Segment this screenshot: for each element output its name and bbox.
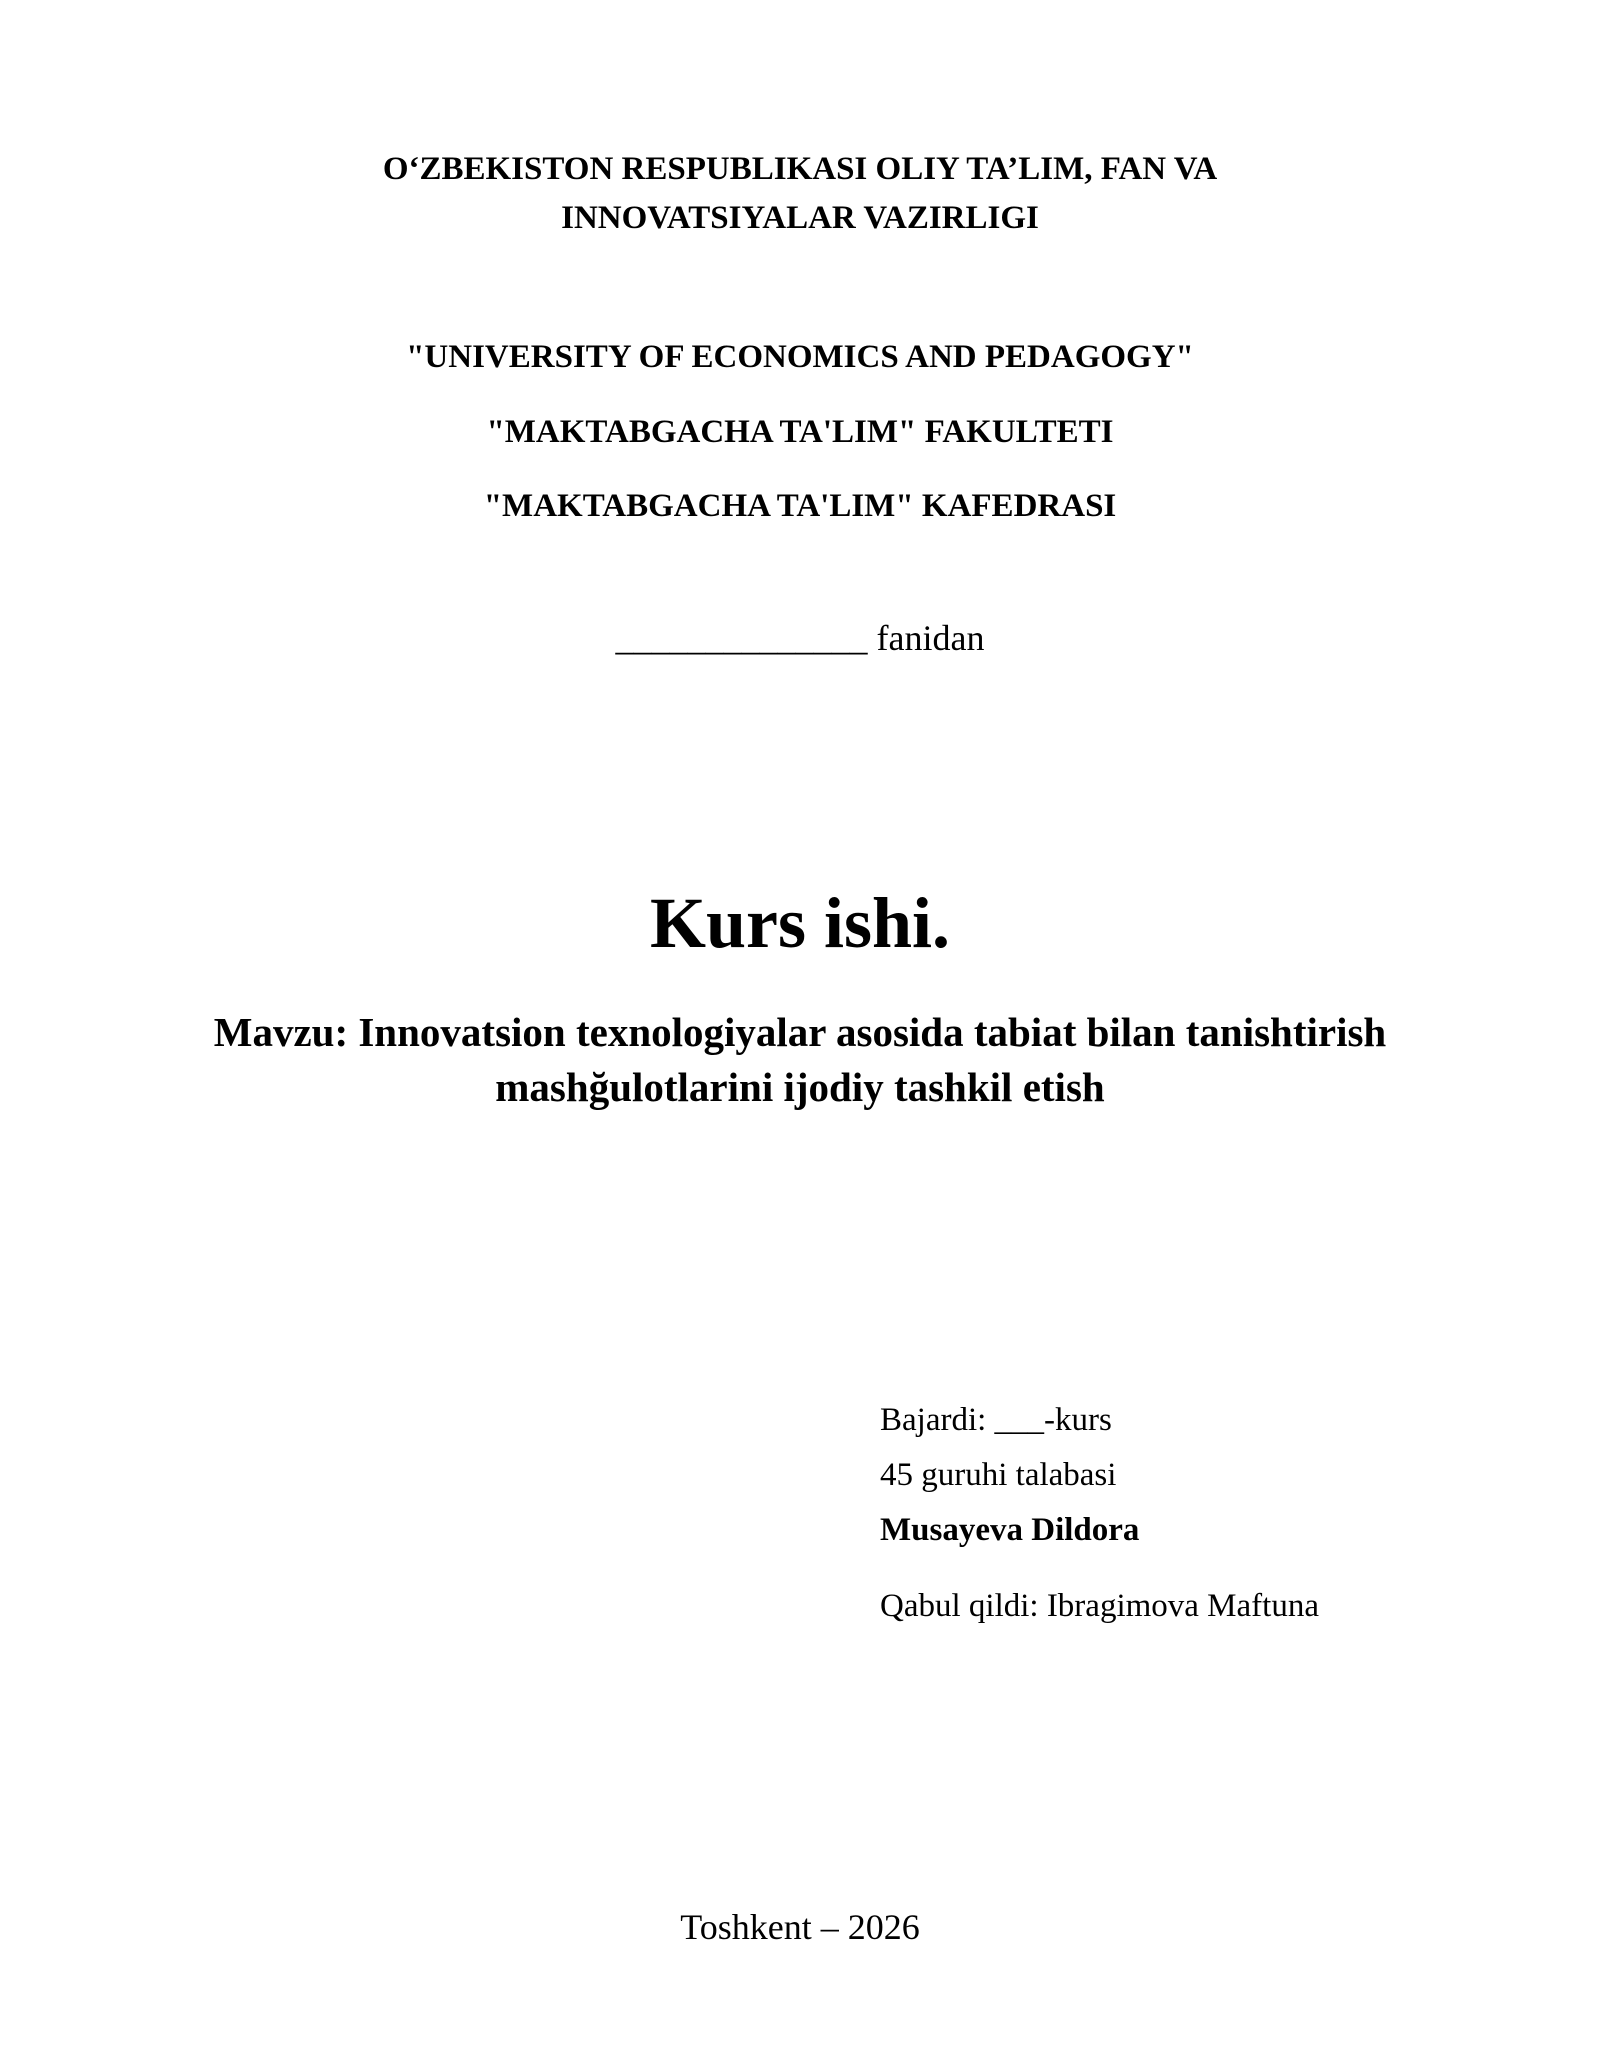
accepted-by-line: Qabul qildi: Ibragimova Maftuna [880, 1588, 1319, 1624]
department-name: "MAKTABGACHA TA'LIM" KAFEDRASI [483, 488, 1117, 524]
topic-line-1: Mavzu: Innovatsion texnologiyalar asosida tabiat bilan tanishtirish [213, 1009, 1387, 1055]
ministry-title-line-2: INNOVATSIYALAR VAZIRLIGI [561, 200, 1039, 236]
topic-line-2: mashğulotlarini ijodiy tashkil etish [495, 1064, 1105, 1110]
place-and-year: Toshkent – 2026 [680, 1907, 920, 1947]
university-name: "UNIVERSITY OF ECONOMICS AND PEDAGOGY" [406, 339, 1194, 375]
document-type-title: Kurs ishi. [649, 883, 951, 963]
subject-line: ______________ fanidan [615, 618, 985, 658]
student-name: Musayeva Dildora [880, 1512, 1140, 1548]
done-by-line: Bajardi: ___-kurs [880, 1402, 1112, 1438]
ministry-title-line-1: O‘ZBEKISTON RESPUBLIKASI OLIY TA’LIM, FAN VA [382, 151, 1218, 187]
student-group-line: 45 guruhi talabasi [880, 1457, 1117, 1493]
faculty-name: "MAKTABGACHA TA'LIM" FAKULTETI [486, 414, 1114, 450]
